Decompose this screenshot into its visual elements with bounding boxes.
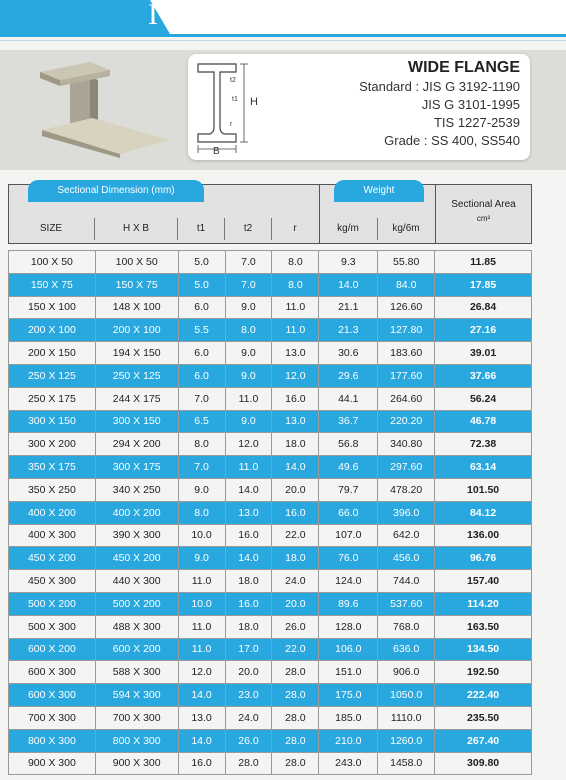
cell-kg-m: 14.0 (319, 273, 378, 296)
cell-kg-6m: 1110.0 (378, 706, 435, 729)
cell-hxb: 194 X 150 (95, 342, 178, 365)
cell-area: 235.50 (435, 706, 532, 729)
cell-area: 26.84 (435, 296, 532, 319)
cell-hxb: 294 X 200 (95, 433, 178, 456)
cell-r: 20.0 (272, 478, 319, 501)
cell-hxb: 244 X 175 (95, 387, 178, 410)
cell-size: 800 X 300 (9, 729, 96, 752)
cell-t2: 12.0 (225, 433, 272, 456)
cell-kg-m: 30.6 (319, 342, 378, 365)
cell-area: 309.80 (435, 752, 532, 775)
cell-t1: 11.0 (178, 638, 225, 661)
cell-r: 12.0 (272, 364, 319, 387)
cell-kg-m: 243.0 (319, 752, 378, 775)
cell-kg-6m: 906.0 (378, 661, 435, 684)
cell-kg-m: 185.0 (319, 706, 378, 729)
cell-kg-6m: 537.60 (378, 592, 435, 615)
cell-t1: 11.0 (178, 615, 225, 638)
cell-hxb: 148 X 100 (95, 296, 178, 319)
cell-r: 11.0 (272, 319, 319, 342)
table-row (9, 752, 532, 775)
cell-kg-6m: 84.0 (378, 273, 435, 296)
cell-kg-m: 106.0 (319, 638, 378, 661)
standard-line: JIS G 3101-1995 (421, 97, 520, 112)
col-r: r (293, 223, 297, 234)
table-row (9, 729, 532, 752)
cell-size: 700 X 300 (9, 706, 96, 729)
cell-size: 450 X 300 (9, 570, 96, 593)
cell-t2: 14.0 (225, 478, 272, 501)
cell-size: 600 X 200 (9, 638, 96, 661)
cell-t2: 16.0 (225, 524, 272, 547)
cell-area: 27.16 (435, 319, 532, 342)
cell-hxb: 440 X 300 (95, 570, 178, 593)
cell-hxb: 700 X 300 (95, 706, 178, 729)
cell-size: 250 X 175 (9, 387, 96, 410)
cell-hxb: 900 X 300 (95, 752, 178, 775)
cell-hxb: 390 X 300 (95, 524, 178, 547)
cell-hxb: 150 X 75 (95, 273, 178, 296)
cell-r: 18.0 (272, 547, 319, 570)
cell-r: 13.0 (272, 342, 319, 365)
table-row (9, 251, 532, 274)
cell-r: 18.0 (272, 433, 319, 456)
cell-area: 222.40 (435, 684, 532, 707)
cell-hxb: 300 X 150 (95, 410, 178, 433)
cell-kg-m: 79.7 (319, 478, 378, 501)
cell-t2: 18.0 (225, 570, 272, 593)
table-row (9, 364, 532, 387)
cell-size: 300 X 150 (9, 410, 96, 433)
cell-hxb: 594 X 300 (95, 684, 178, 707)
cell-kg-m: 44.1 (319, 387, 378, 410)
cell-hxb: 400 X 200 (95, 501, 178, 524)
cell-area: 17.85 (435, 273, 532, 296)
cell-kg-m: 107.0 (319, 524, 378, 547)
cell-area: 46.78 (435, 410, 532, 433)
table-row (9, 433, 532, 456)
cell-r: 13.0 (272, 410, 319, 433)
cell-hxb: 200 X 100 (95, 319, 178, 342)
cell-kg-m: 9.3 (319, 251, 378, 274)
cell-t1: 16.0 (178, 752, 225, 775)
cell-area: 163.50 (435, 615, 532, 638)
cell-t1: 9.0 (178, 478, 225, 501)
cell-r: 28.0 (272, 729, 319, 752)
cell-kg-m: 29.6 (319, 364, 378, 387)
cell-kg-6m: 636.0 (378, 638, 435, 661)
cell-kg-m: 210.0 (319, 729, 378, 752)
cell-kg-6m: 1050.0 (378, 684, 435, 707)
cell-kg-m: 49.6 (319, 456, 378, 479)
cell-kg-m: 89.6 (319, 592, 378, 615)
cell-t2: 14.0 (225, 547, 272, 570)
cell-t1: 6.0 (178, 342, 225, 365)
cell-r: 28.0 (272, 752, 319, 775)
cell-kg-6m: 478.20 (378, 478, 435, 501)
table-row (9, 319, 532, 342)
cell-t2: 9.0 (225, 342, 272, 365)
cell-size: 200 X 100 (9, 319, 96, 342)
cell-kg-6m: 126.60 (378, 296, 435, 319)
cell-r: 11.0 (272, 296, 319, 319)
cell-area: 114.20 (435, 592, 532, 615)
cell-t1: 8.0 (178, 433, 225, 456)
cell-t1: 8.0 (178, 501, 225, 524)
cell-hxb: 450 X 200 (95, 547, 178, 570)
table-row (9, 296, 532, 319)
cell-area: 72.38 (435, 433, 532, 456)
cell-r: 16.0 (272, 387, 319, 410)
cell-area: 192.50 (435, 661, 532, 684)
table-row (9, 524, 532, 547)
table-row (9, 342, 532, 365)
cell-area: 11.85 (435, 251, 532, 274)
cell-kg-6m: 1458.0 (378, 752, 435, 775)
standard-line: Standard : JIS G 3192-1190 (359, 79, 520, 94)
cell-size: 400 X 200 (9, 501, 96, 524)
cell-t1: 9.0 (178, 547, 225, 570)
cell-t1: 11.0 (178, 570, 225, 593)
cell-r: 8.0 (272, 273, 319, 296)
cell-area: 96.76 (435, 547, 532, 570)
cell-kg-m: 124.0 (319, 570, 378, 593)
cell-kg-6m: 220.20 (378, 410, 435, 433)
cell-r: 28.0 (272, 684, 319, 707)
cell-hxb: 250 X 125 (95, 364, 178, 387)
cell-size: 250 X 125 (9, 364, 96, 387)
table-row (9, 478, 532, 501)
cell-hxb: 340 X 250 (95, 478, 178, 501)
cell-kg-6m: 127.80 (378, 319, 435, 342)
cell-r: 14.0 (272, 456, 319, 479)
cell-kg-m: 151.0 (319, 661, 378, 684)
cell-t2: 24.0 (225, 706, 272, 729)
area-group-label: Sectional Area (451, 199, 516, 210)
cell-area: 134.50 (435, 638, 532, 661)
cell-t1: 14.0 (178, 684, 225, 707)
h-label: H (250, 96, 258, 108)
cell-t1: 6.5 (178, 410, 225, 433)
cell-hxb: 500 X 200 (95, 592, 178, 615)
cell-t2: 7.0 (225, 273, 272, 296)
dimension-group-label: Sectional Dimension (mm) (28, 180, 204, 202)
section-tab-letter: I (148, 0, 158, 31)
cell-t1: 12.0 (178, 661, 225, 684)
table-row (9, 638, 532, 661)
cell-t1: 14.0 (178, 729, 225, 752)
product-title: WIDE FLANGE (408, 59, 520, 76)
cell-t2: 20.0 (225, 661, 272, 684)
cell-size: 500 X 200 (9, 592, 96, 615)
cell-t2: 26.0 (225, 729, 272, 752)
cell-t1: 5.0 (178, 273, 225, 296)
section-tab (0, 0, 170, 34)
table-row (9, 456, 532, 479)
cell-kg-m: 21.3 (319, 319, 378, 342)
table-body (9, 251, 532, 775)
cell-kg-6m: 340.80 (378, 433, 435, 456)
cell-area: 136.00 (435, 524, 532, 547)
cell-t2: 8.0 (225, 319, 272, 342)
cell-t2: 16.0 (225, 592, 272, 615)
cell-area: 56.24 (435, 387, 532, 410)
cell-kg-6m: 297.60 (378, 456, 435, 479)
cell-size: 100 X 50 (9, 251, 96, 274)
cell-t1: 13.0 (178, 706, 225, 729)
col-t2: t2 (225, 218, 272, 240)
cell-kg-6m: 744.0 (378, 570, 435, 593)
cell-r: 28.0 (272, 661, 319, 684)
spec-text (359, 58, 520, 150)
cell-t1: 5.5 (178, 319, 225, 342)
table-row (9, 273, 532, 296)
cell-t2: 13.0 (225, 501, 272, 524)
table-header (8, 178, 532, 246)
cell-t2: 9.0 (225, 296, 272, 319)
cell-t1: 5.0 (178, 251, 225, 274)
cell-kg-m: 175.0 (319, 684, 378, 707)
cell-hxb: 588 X 300 (95, 661, 178, 684)
cell-r: 26.0 (272, 615, 319, 638)
cell-r: 22.0 (272, 638, 319, 661)
cell-kg-m: 36.7 (319, 410, 378, 433)
cell-size: 400 X 300 (9, 524, 96, 547)
cell-size: 450 X 200 (9, 547, 96, 570)
cell-t2: 28.0 (225, 752, 272, 775)
t1-label: t1 (232, 96, 238, 103)
cell-r: 16.0 (272, 501, 319, 524)
cell-kg-m: 66.0 (319, 501, 378, 524)
area-unit-label: cm² (476, 214, 491, 223)
cell-hxb: 488 X 300 (95, 615, 178, 638)
cell-kg-6m: 456.0 (378, 547, 435, 570)
cell-size: 900 X 300 (9, 752, 96, 775)
cell-r: 20.0 (272, 592, 319, 615)
cell-r: 24.0 (272, 570, 319, 593)
cell-r: 22.0 (272, 524, 319, 547)
standard-line: TIS 1227-2539 (433, 115, 520, 130)
table-row (9, 684, 532, 707)
cell-t2: 23.0 (225, 684, 272, 707)
cell-t1: 10.0 (178, 524, 225, 547)
cell-hxb: 100 X 50 (95, 251, 178, 274)
section-diagram (192, 58, 270, 154)
cell-area: 157.40 (435, 570, 532, 593)
cell-area: 37.66 (435, 364, 532, 387)
col-t1: t1 (178, 218, 225, 240)
cell-t1: 7.0 (178, 456, 225, 479)
cell-kg-6m: 396.0 (378, 501, 435, 524)
cell-size: 150 X 100 (9, 296, 96, 319)
cell-size: 350 X 175 (9, 456, 96, 479)
weight-group-label: Weight (334, 180, 424, 202)
cell-area: 84.12 (435, 501, 532, 524)
cell-size: 500 X 300 (9, 615, 96, 638)
col-kg-m: kg/m (319, 218, 378, 240)
col-kg-6m: kg/6m (392, 223, 420, 234)
cell-t1: 6.0 (178, 364, 225, 387)
col-size: SIZE (8, 218, 95, 240)
cell-size: 150 X 75 (9, 273, 96, 296)
cell-size: 600 X 300 (9, 684, 96, 707)
table-row (9, 661, 532, 684)
cell-size: 600 X 300 (9, 661, 96, 684)
grade-line: Grade : SS 400, SS540 (384, 133, 520, 148)
top-rule-thin (0, 40, 566, 41)
cell-kg-m: 76.0 (319, 547, 378, 570)
table-row (9, 410, 532, 433)
cell-t2: 9.0 (225, 410, 272, 433)
col-hxb: H X B (95, 218, 178, 240)
cell-area: 101.50 (435, 478, 532, 501)
b-label: B (213, 146, 220, 154)
cell-size: 300 X 200 (9, 433, 96, 456)
cell-kg-m: 56.8 (319, 433, 378, 456)
cell-size: 200 X 150 (9, 342, 96, 365)
cell-hxb: 600 X 200 (95, 638, 178, 661)
cell-t1: 7.0 (178, 387, 225, 410)
cell-t2: 7.0 (225, 251, 272, 274)
cell-hxb: 800 X 300 (95, 729, 178, 752)
table-row (9, 547, 532, 570)
cell-area: 63.14 (435, 456, 532, 479)
t2-label: t2 (230, 77, 236, 84)
table-row (9, 501, 532, 524)
cell-kg-6m: 264.60 (378, 387, 435, 410)
cell-kg-6m: 642.0 (378, 524, 435, 547)
table-row (9, 592, 532, 615)
cell-r: 28.0 (272, 706, 319, 729)
cell-hxb: 300 X 175 (95, 456, 178, 479)
cell-area: 267.40 (435, 729, 532, 752)
r-label: r (230, 121, 233, 128)
i-beam-image (30, 58, 180, 158)
cell-r: 8.0 (272, 251, 319, 274)
cell-kg-6m: 183.60 (378, 342, 435, 365)
cell-t1: 10.0 (178, 592, 225, 615)
cell-t1: 6.0 (178, 296, 225, 319)
cell-kg-6m: 1260.0 (378, 729, 435, 752)
cell-t2: 9.0 (225, 364, 272, 387)
table-row (9, 570, 532, 593)
cell-kg-m: 128.0 (319, 615, 378, 638)
cell-t2: 11.0 (225, 456, 272, 479)
cell-t2: 11.0 (225, 387, 272, 410)
dimension-table (8, 250, 532, 775)
cell-kg-6m: 177.60 (378, 364, 435, 387)
cell-area: 39.01 (435, 342, 532, 365)
cell-t2: 18.0 (225, 615, 272, 638)
cell-t2: 17.0 (225, 638, 272, 661)
cell-kg-6m: 55.80 (378, 251, 435, 274)
cell-kg-6m: 768.0 (378, 615, 435, 638)
top-rule (0, 34, 566, 37)
table-row (9, 615, 532, 638)
cell-size: 350 X 250 (9, 478, 96, 501)
table-row (9, 706, 532, 729)
table-row (9, 387, 532, 410)
cell-kg-m: 21.1 (319, 296, 378, 319)
